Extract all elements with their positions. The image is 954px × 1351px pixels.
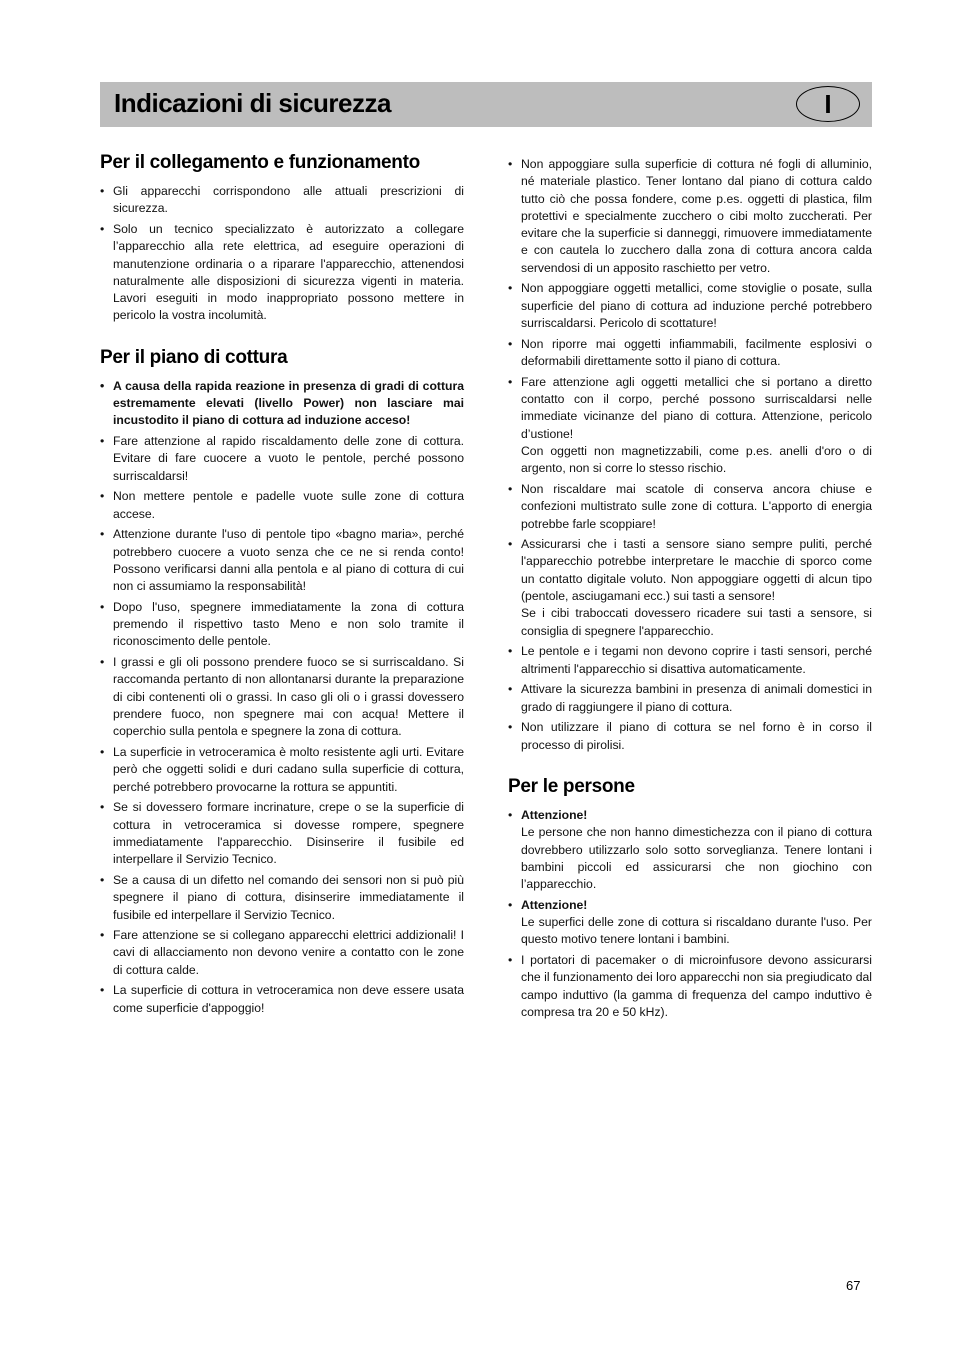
list-item: • Gli apparecchi corrispondono alle attuali prescrizioni di sicurezza.	[100, 183, 464, 218]
list-item	[508, 897, 872, 949]
page-header	[100, 82, 872, 127]
attention-label: • Attenzione!	[521, 807, 588, 822]
connection-list	[100, 183, 464, 325]
list-item: • Non mettere pentole e padelle vuote sulle zone di cottura accese.	[100, 488, 464, 523]
cooktop-list	[100, 378, 464, 1017]
page-title: Indicazioni di sicurezza	[114, 88, 391, 118]
left-column	[100, 152, 464, 1020]
list-item-note: Con oggetti non magnetizzabili, come p.es. anelli d'oro o di argento, non si corre lo stesso rischio.	[521, 443, 872, 476]
list-item	[508, 807, 872, 893]
cooktop-list-continued	[508, 156, 872, 754]
list-item: • La superficie di cottura in vetroceramica non deve essere usata come superficie d'appoggio!	[100, 982, 464, 1017]
list-item: • I grassi e gli oli possono prendere fuoco se si surriscaldano. Si raccomanda pertanto di non allontanarsi durante la preparazione di cibi contenenti oli o grassi. In caso gli oli o i grassi dovessero prendere fuoco, non spegnere mai con acqua! Mettere il coperchio sulla pentola e spegnere la zona di cottura.	[100, 654, 464, 740]
list-item-text: Le superfici delle zone di cottura si riscaldano durante l'uso. Per questo motivo tenere lontani i bambini.	[521, 915, 872, 947]
people-list	[508, 807, 872, 1021]
list-item: • Non riscaldare mai scatole di conserva ancora chiuse e confezioni multistrato sulle zone di cottura. L'apporto di energia potrebbe farle scoppiare!	[508, 481, 872, 533]
list-item-text: • Assicurarsi che i tasti a sensore siano sempre puliti, perché l'apparecchio potrebbe interpretare le macchie di sporco come un contatto digitale voluto. Non appoggiare oggetti di alcun tipo (pentole, asciugamani ecc.) sui tasti a sensore!	[521, 537, 872, 604]
list-item	[508, 536, 872, 640]
right-column	[508, 156, 872, 1025]
list-item: • La superficie in vetroceramica è molto resistente agli urti. Evitare però che oggetti solidi e duri cadano sulla superficie di cottura, perché potrebbero provocarne la rottura se appuntiti.	[100, 744, 464, 796]
page-number: 67	[846, 1278, 861, 1293]
list-item-note: Se i cibi traboccati dovessero ricadere sui tasti a sensore, si consiglia di spegnere l'apparecchio.	[521, 606, 872, 638]
section-heading-connection: Per il collegamento e funzionamento	[100, 152, 420, 173]
list-item: • Non riporre mai oggetti infiammabili, facilmente esplosivi o deformabili direttamente sotto il piano di cottura.	[508, 336, 872, 371]
list-item: • Se si dovessero formare incrinature, crepe o se la superficie di cottura in vetroceramica si dovesse rompere, spegnere immediatamente l'apparecchio. Disinserire il fusibile ed interpellare il Servizio Tecnico.	[100, 799, 464, 868]
attention-label: • Attenzione!	[521, 897, 588, 912]
language-badge: I	[796, 86, 860, 122]
list-item-warning: • A causa della rapida reazione in presenza di gradi di cottura estremamente elevati (livello Power) non lasciare mai incustodito il piano di cottura ad induzione acceso!	[100, 378, 464, 430]
list-item	[508, 374, 872, 478]
list-item: • Non utilizzare il piano di cottura se nel forno è in corso il processo di pirolisi.	[508, 719, 872, 754]
list-item: • Solo un tecnico specializzato è autorizzato a collegare l’apparecchio alla rete elettrica, ad eseguire operazioni di manutenzione ordinaria o a riparare l'apparecchio, attenendosi naturalmente alle disposizioni di sicurezza vigenti in materia. Lavori eseguiti in modo inappropriato possono mettere in pericolo la vostra incolumità.	[100, 221, 464, 325]
list-item: • Attivare la sicurezza bambini in presenza di animali domestici in grado di raggiungere il piano di cottura.	[508, 681, 872, 716]
section-heading-people: Per le persone	[508, 775, 635, 797]
list-item-text: Le persone che non hanno dimestichezza con il piano di cottura dovrebbero utilizzarlo solo sotto sorveglianza. Tenere lontani i bambini piccoli ed assicurarsi che non giochino con l’apparecchio.	[521, 825, 872, 892]
list-item: • Attenzione durante l'uso di pentole tipo «bagno maria», perché potrebbero cuocere a vuoto senza che ce ne si renda conto! Possono verificarsi danni alla pentola e al piano di cottura di cui non ci assumiamo la responsabilità!	[100, 526, 464, 595]
list-item-text: • Fare attenzione agli oggetti metallici che si portano a diretto contatto con il corpo, perché possono surriscaldarsi nelle immediate vicinanze del piano di cottura. Attenzione, pericolo d’ustione!	[521, 374, 872, 441]
list-item: • Non appoggiare oggetti metallici, come stoviglie o posate, sulla superficie del piano di cottura ad induzione perché potrebbero surriscaldarsi. Pericolo di scottature!	[508, 280, 872, 332]
section-heading-cooktop: Per il piano di cottura	[100, 346, 288, 368]
list-item: • Le pentole e i tegami non devono coprire i tasti sensori, perché altrimenti l'apparecchio si disattiva automaticamente.	[508, 643, 872, 678]
list-item: • Fare attenzione al rapido riscaldamento delle zone di cottura. Evitare di fare cuocere a vuoto le pentole, perché possono surriscaldarsi!	[100, 433, 464, 485]
list-item: • Non appoggiare sulla superficie di cottura né fogli di alluminio, né materiale plastico. Tener lontano dal piano di cottura caldo tutto ciò che possa fondere, come p.es. oggetti di plastica, film protettivi e specialmente zucchero o cibi molto zuccherati. Per evitare che la superficie si danneggi, rimuovere immediatamente e con cautela lo zucchero dalla zona di cottura ancora calda servendosi di un apposito raschietto per vetro.	[508, 156, 872, 277]
list-item: • Se a causa di un difetto nel comando dei sensori non si può più spegnere il piano di cottura, disinserire immediatamente il fusibile ed interpellare il Servizio Tecnico.	[100, 872, 464, 924]
list-item: • Fare attenzione se si collegano apparecchi elettrici addizionali! I cavi di allacciamento non devono venire a contatto con le zone di cottura calde.	[100, 927, 464, 979]
list-item: • I portatori di pacemaker o di microinfusore devono assicurarsi che il funzionamento dei loro apparecchi non sia pregiudicato dal campo induttivo (la gamma di frequenza del campo induttivo è compresa tra 20 e 50 kHz).	[508, 952, 872, 1021]
list-item: • Dopo l'uso, spegnere immediatamente la zona di cottura premendo il rispettivo tasto Meno e non solo tramite il riconoscimento delle pentole.	[100, 599, 464, 651]
